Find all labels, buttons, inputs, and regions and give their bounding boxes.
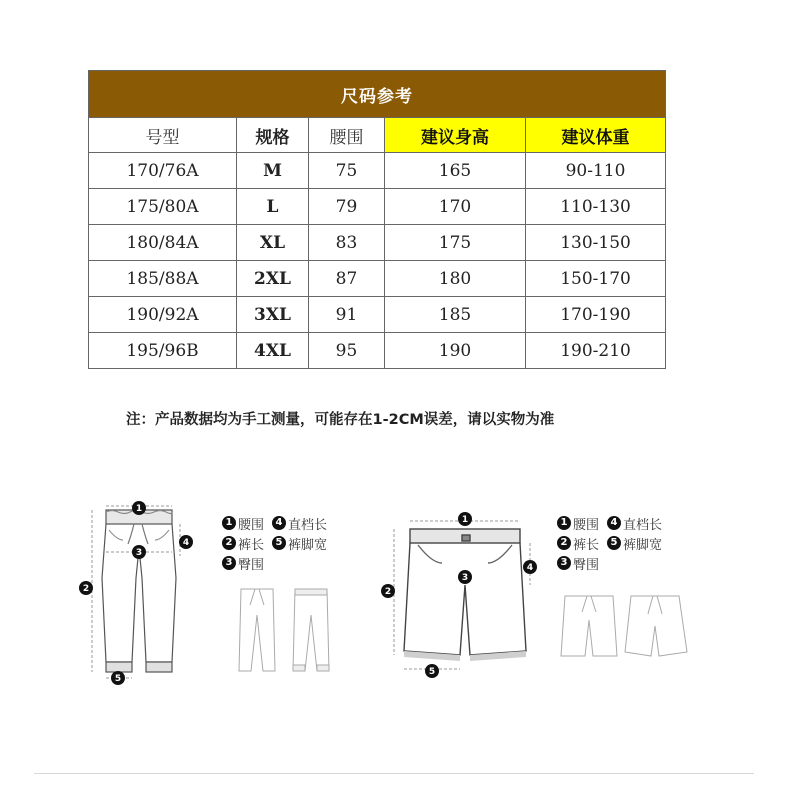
legend-badge-5: 5 xyxy=(607,536,621,550)
long-pants-thumbnails xyxy=(233,585,343,675)
marker-4: 4 xyxy=(526,563,534,573)
cell-height: 175 xyxy=(385,225,526,261)
cell-weight: 110-130 xyxy=(526,189,666,225)
cell-model: 175/80A xyxy=(89,189,237,225)
cell-weight: 130-150 xyxy=(526,225,666,261)
legend-waist: 腰围 xyxy=(238,517,265,533)
table-row xyxy=(89,261,666,297)
cell-waist: 79 xyxy=(309,189,385,225)
cell-waist: 83 xyxy=(309,225,385,261)
cell-weight: 90-110 xyxy=(526,153,666,189)
cell-size: 3XL xyxy=(237,297,309,333)
cell-height: 185 xyxy=(385,297,526,333)
shorts-thumbnails xyxy=(557,590,697,662)
cell-model: 195/96B xyxy=(89,333,237,369)
header-model: 号型 xyxy=(89,118,237,153)
legend-hip: 臀围 xyxy=(238,557,265,573)
long-pants-legend xyxy=(222,513,335,573)
legend-hip: 臀围 xyxy=(573,557,600,573)
header-waist: 腰围 xyxy=(309,118,385,153)
cell-size: L xyxy=(237,189,309,225)
marker-1: 1 xyxy=(461,515,469,525)
marker-3: 3 xyxy=(135,548,143,558)
legend-length: 裤长 xyxy=(238,537,265,553)
table-title: 尺码参考 xyxy=(89,71,666,118)
cell-weight: 190-210 xyxy=(526,333,666,369)
legend-badge-4: 4 xyxy=(607,516,621,530)
measurement-note: 注：产品数据均为手工测量，可能存在1-2CM误差，请以实物为准 xyxy=(126,412,555,428)
marker-2: 2 xyxy=(82,584,90,594)
table-row xyxy=(89,153,666,189)
legend-leg-opening: 裤脚宽 xyxy=(288,537,328,553)
legend-waist: 腰围 xyxy=(573,517,600,533)
marker-5: 5 xyxy=(428,667,436,677)
legend-badge-4: 4 xyxy=(272,516,286,530)
cell-size: M xyxy=(237,153,309,189)
table-row xyxy=(89,225,666,261)
legend-badge-1: 1 xyxy=(222,516,236,530)
cell-waist: 95 xyxy=(309,333,385,369)
table-header-row xyxy=(89,118,666,153)
marker-2: 2 xyxy=(384,587,392,597)
marker-3: 3 xyxy=(461,573,469,583)
cell-weight: 170-190 xyxy=(526,297,666,333)
cell-height: 170 xyxy=(385,189,526,225)
cell-height: 165 xyxy=(385,153,526,189)
cell-size: XL xyxy=(237,225,309,261)
legend-rise: 直档长 xyxy=(623,517,663,533)
legend-badge-2: 2 xyxy=(557,536,571,550)
table-row xyxy=(89,333,666,369)
cell-size: 2XL xyxy=(237,261,309,297)
cell-model: 185/88A xyxy=(89,261,237,297)
legend-rise: 直档长 xyxy=(288,517,328,533)
marker-4: 4 xyxy=(182,538,190,548)
legend-badge-3: 3 xyxy=(557,556,571,570)
legend-badge-2: 2 xyxy=(222,536,236,550)
header-size: 规格 xyxy=(237,118,309,153)
cell-waist: 75 xyxy=(309,153,385,189)
cell-height: 190 xyxy=(385,333,526,369)
marker-5: 5 xyxy=(114,674,122,684)
legend-length: 裤长 xyxy=(573,537,600,553)
legend-badge-1: 1 xyxy=(557,516,571,530)
divider xyxy=(34,773,754,774)
cell-size: 4XL xyxy=(237,333,309,369)
shorts-diagram xyxy=(380,505,540,685)
cell-model: 180/84A xyxy=(89,225,237,261)
legend-badge-3: 3 xyxy=(222,556,236,570)
table-row xyxy=(89,297,666,333)
legend-leg-opening: 裤脚宽 xyxy=(623,537,663,553)
cell-weight: 150-170 xyxy=(526,261,666,297)
cell-waist: 87 xyxy=(309,261,385,297)
long-pants-diagram xyxy=(76,498,216,690)
legend-badge-5: 5 xyxy=(272,536,286,550)
cell-height: 180 xyxy=(385,261,526,297)
table-row xyxy=(89,189,666,225)
cell-model: 170/76A xyxy=(89,153,237,189)
header-height: 建议身高 xyxy=(385,118,526,153)
marker-1: 1 xyxy=(135,504,143,514)
cell-model: 190/92A xyxy=(89,297,237,333)
header-weight: 建议体重 xyxy=(526,118,666,153)
shorts-legend xyxy=(557,513,670,573)
cell-waist: 91 xyxy=(309,297,385,333)
size-chart-table xyxy=(88,70,666,369)
